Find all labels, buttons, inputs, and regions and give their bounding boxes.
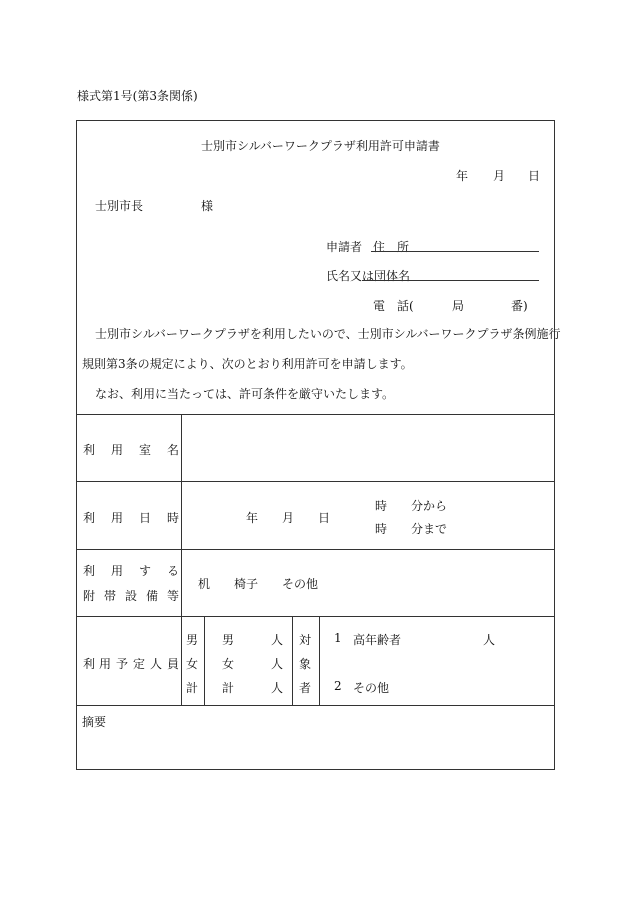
- applicant-name-label-prefix: 氏名又: [326, 269, 363, 283]
- people-column-divider: [319, 616, 320, 705]
- phone-bureau: 局: [452, 299, 465, 313]
- room-label-char: 室: [139, 443, 152, 457]
- remarks-field[interactable]: [79, 727, 551, 767]
- people-sub-male: 男: [222, 633, 235, 647]
- date-day: 日: [528, 169, 541, 183]
- people-category-total: 計: [186, 681, 199, 695]
- applicant-prefix: 申請者: [326, 240, 363, 254]
- people-label-char: 予: [116, 657, 129, 671]
- room-label-char: 利: [83, 443, 96, 457]
- datetime-year: 年: [246, 511, 259, 525]
- phone-label: 電 話(: [373, 299, 414, 313]
- addressee-name: 士別市長: [95, 199, 144, 213]
- row-divider: [77, 616, 554, 617]
- applicant-address-label: 住 所: [373, 240, 410, 254]
- datetime-hour-from: 時: [375, 499, 388, 513]
- datetime-from: 分から: [411, 499, 448, 513]
- equipment-label-char: 等: [167, 589, 180, 603]
- people-label-char: 定: [133, 657, 146, 671]
- form-title: 士別市シルバーワークプラザ利用許可申請書: [201, 139, 440, 153]
- form-reference: 様式第1号(第3条関係): [77, 89, 198, 103]
- datetime-day: 日: [318, 511, 331, 525]
- people-unit: 人: [271, 681, 284, 695]
- date-year: 年: [456, 169, 469, 183]
- equipment-label-char: 用: [111, 564, 124, 578]
- date-month: 月: [493, 169, 506, 183]
- phone-number: 番): [511, 299, 528, 313]
- address-underline: [371, 251, 539, 252]
- datetime-hour-until: 時: [375, 522, 388, 536]
- people-unit: 人: [271, 657, 284, 671]
- body-line-3: なお、利用に当たっては、許可条件を厳守いたします。: [95, 387, 395, 401]
- room-name-field[interactable]: [183, 416, 553, 479]
- people-label-char: 員: [167, 657, 180, 671]
- remarks-label: 摘要: [82, 715, 107, 729]
- body-line-1: 士別市シルバーワークプラザを利用したいので、士別市シルバーワークプラザ条例施行: [95, 327, 561, 341]
- datetime-label-char: 時: [167, 511, 180, 525]
- people-category-male: 男: [186, 633, 199, 647]
- people-label-char: 用: [99, 657, 112, 671]
- target-senior-number: 1: [334, 631, 342, 645]
- equipment-other: その他: [282, 577, 319, 591]
- application-form: [76, 120, 561, 770]
- row-divider: [77, 481, 554, 482]
- room-label-char: 名: [167, 443, 180, 457]
- people-column-divider: [204, 616, 205, 705]
- equipment-label-char: 帯: [104, 589, 117, 603]
- people-sub-female: 女: [222, 657, 235, 671]
- row-divider: [77, 705, 554, 706]
- people-label-char: 利: [83, 657, 96, 671]
- datetime-label-char: 日: [139, 511, 152, 525]
- people-unit: 人: [271, 633, 284, 647]
- datetime-label-char: 用: [111, 511, 124, 525]
- name-underline: [362, 280, 539, 281]
- people-label-char: 人: [150, 657, 163, 671]
- equipment-label-char: 備: [146, 589, 159, 603]
- addressee-honorific: 様: [201, 199, 214, 213]
- people-target-char: 者: [299, 681, 312, 695]
- equipment-desk: 机: [198, 577, 211, 591]
- body-line-2: 規則第3条の規定により、次のとおり利用許可を申請します。: [82, 357, 413, 371]
- target-other: その他: [353, 681, 390, 695]
- people-target-char: 対: [299, 633, 312, 647]
- row-divider: [77, 549, 554, 550]
- target-other-number: 2: [334, 679, 342, 693]
- label-column-divider: [181, 414, 182, 705]
- people-column-divider: [292, 616, 293, 705]
- people-sub-total: 計: [222, 681, 235, 695]
- equipment-label-char: る: [167, 564, 180, 578]
- people-category-female: 女: [186, 657, 199, 671]
- target-senior: 高年齢者: [353, 633, 402, 647]
- equipment-label-char: す: [139, 564, 152, 578]
- people-target-char: 象: [299, 657, 312, 671]
- equipment-chair: 椅子: [234, 577, 259, 591]
- row-divider: [77, 414, 554, 415]
- equipment-label-char: 設: [125, 589, 138, 603]
- applicant-name-label: は団体名: [362, 269, 411, 283]
- equipment-label-char: 利: [83, 564, 96, 578]
- datetime-month: 月: [282, 511, 295, 525]
- datetime-until: 分まで: [411, 522, 448, 536]
- datetime-label-char: 利: [83, 511, 96, 525]
- equipment-label-char: 附: [83, 589, 96, 603]
- target-senior-unit: 人: [483, 633, 496, 647]
- room-label-char: 用: [111, 443, 124, 457]
